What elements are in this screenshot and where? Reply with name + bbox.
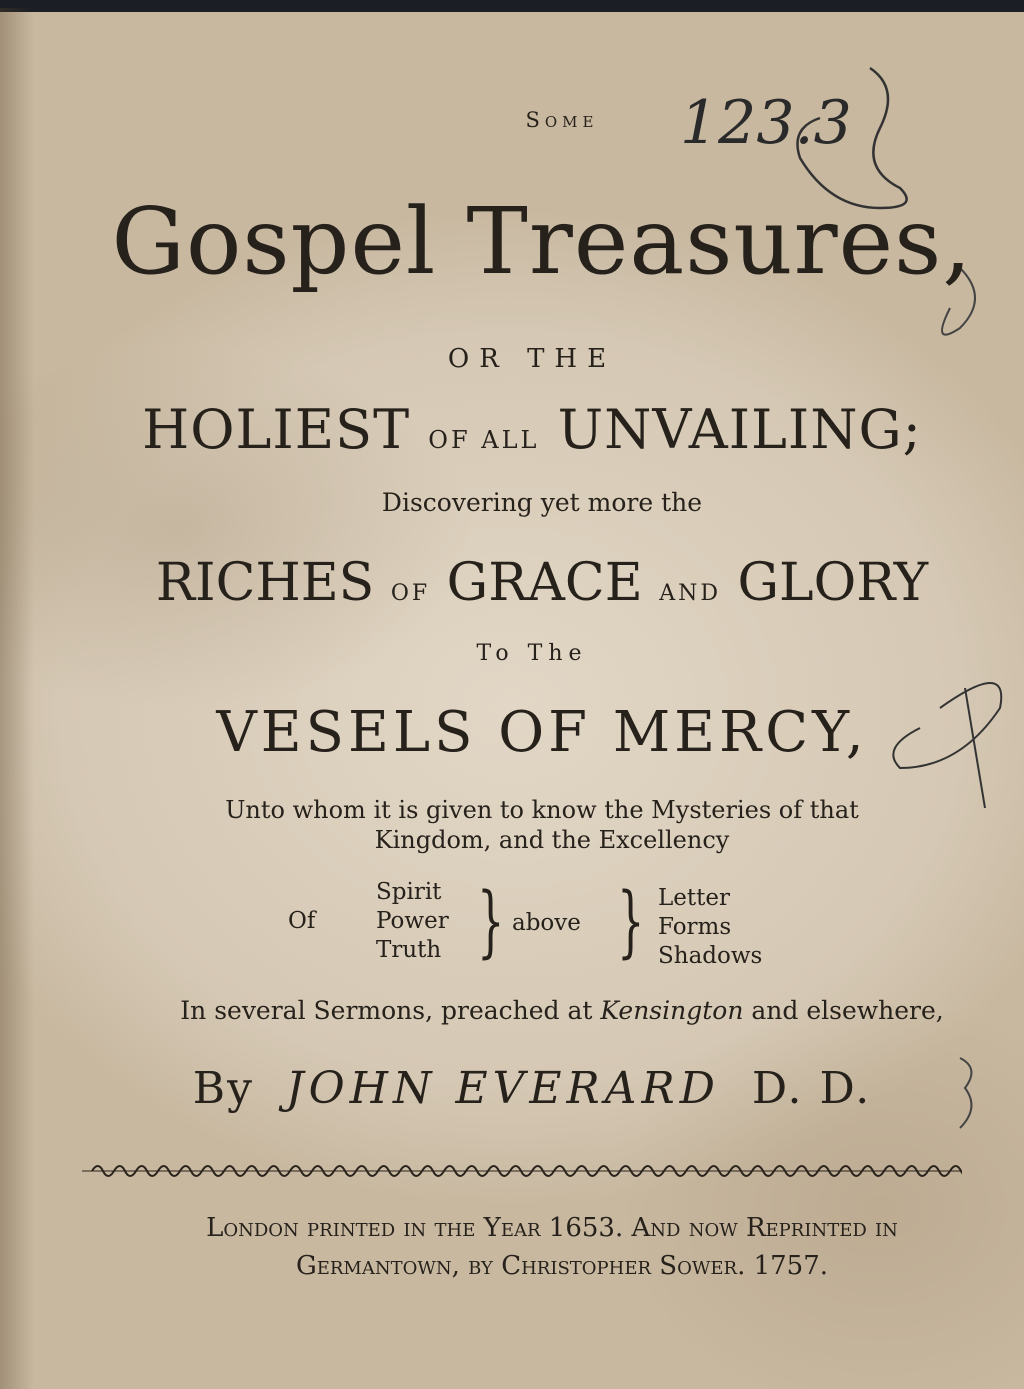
or-the: OR THE (447, 344, 617, 374)
handwritten-shelf-number: 123.3 (680, 88, 852, 158)
unvailing-word: UNVAILING; (557, 398, 922, 461)
holiest-word: HOLIEST (142, 398, 411, 461)
left-column (376, 878, 449, 965)
imprint-line-1: London printed in the Year 1653. And now Reprinted in (206, 1213, 898, 1243)
of-label: Of (288, 908, 316, 934)
degree: D. D. (751, 1063, 872, 1114)
right-brace: } (617, 877, 645, 967)
sermons-pre: In several Sermons, preached at (180, 996, 593, 1025)
right-column (658, 884, 762, 971)
left-item: Truth (376, 937, 442, 963)
contrast-block (280, 878, 800, 978)
unto-line-2: Kingdom, and the Excellency (374, 826, 730, 854)
main-title: Gospel Treasures, (111, 188, 973, 295)
and-word: AND (659, 581, 721, 606)
author-line (20, 1063, 1024, 1114)
unto-line-1: Unto whom it is given to know the Mysteries of that (225, 796, 859, 824)
grace-word: GRACE (446, 553, 643, 613)
to-the: To The (476, 641, 588, 666)
by-word: By (192, 1063, 254, 1114)
left-item: Spirit (376, 879, 442, 905)
holiest-line (20, 398, 1024, 461)
author-name: JOHN EVERARD (285, 1063, 720, 1114)
vesels-of-mercy: VESELS OF MERCY, (216, 700, 868, 765)
above-word: above (512, 910, 581, 936)
riches-line (30, 553, 1024, 613)
sermons-post: and elsewhere, (751, 996, 944, 1025)
ornament-rule (82, 1158, 962, 1184)
some-heading: Some (525, 108, 599, 132)
discovering-line: Discovering yet more the (381, 488, 703, 517)
imprint-line-2: Germantown, by Christopher Sower. 1757. (295, 1251, 829, 1281)
of-all-word: OF ALL (428, 426, 540, 454)
title-page (0, 8, 1024, 1389)
left-item: Power (376, 908, 449, 934)
place-name: Kensington (600, 996, 744, 1025)
right-brace: } (477, 877, 505, 967)
riches-word: RICHES (155, 553, 375, 613)
glory-word: GLORY (737, 553, 929, 613)
right-item: Forms (658, 914, 732, 940)
sermons-line (50, 996, 1024, 1025)
of-word: OF (390, 581, 431, 606)
right-item: Shadows (658, 943, 763, 969)
right-item: Letter (658, 885, 730, 911)
